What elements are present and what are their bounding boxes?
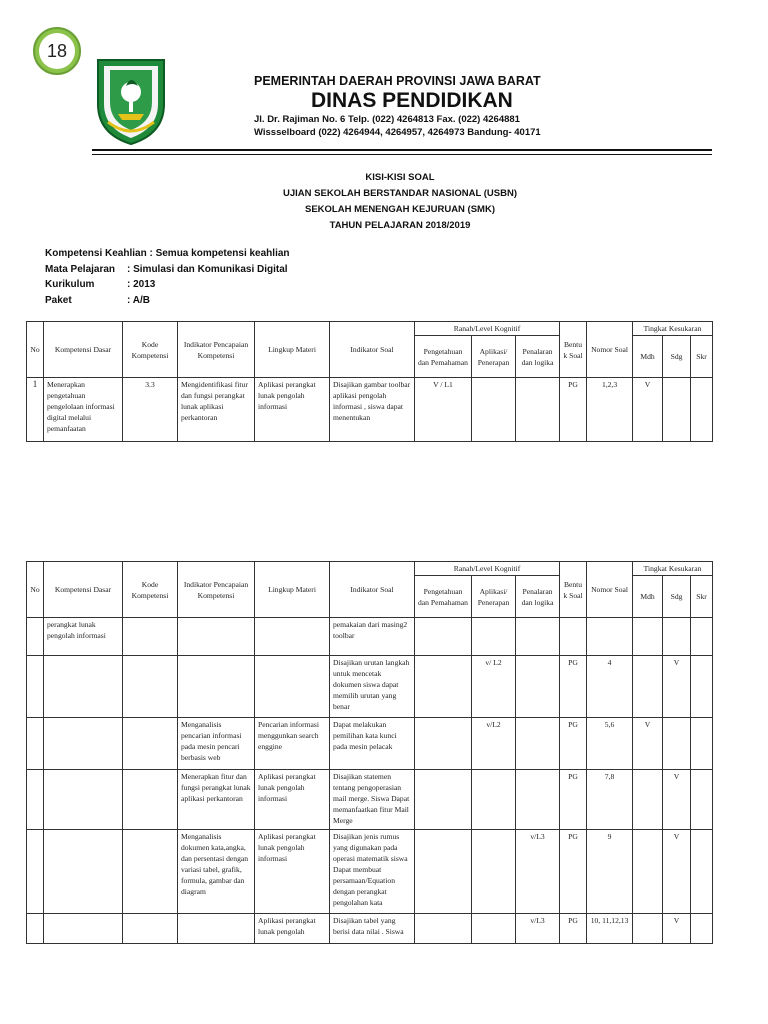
- letterhead: [254, 74, 574, 139]
- cell-indikator-soal: Disajikan statemen tentang pengoperasian mail merge. Siswa Dapat memanfaatkan fitur Mail Merge: [330, 770, 415, 830]
- cell-sdg: V: [663, 656, 691, 718]
- cell-nomor: [587, 618, 633, 656]
- cell-skr: [691, 718, 713, 770]
- col-lingkup: Lingkup Materi: [255, 562, 330, 618]
- title-line: SEKOLAH MENENGAH KEJURUAN (SMK): [304, 204, 495, 215]
- cell-ipk: Menerapkan fitur dan fungsi perangkat lunak aplikasi perkantoran: [178, 770, 255, 830]
- cell-penalaran: v/L3: [516, 830, 560, 914]
- col-kd: Kompetensi Dasar: [44, 562, 123, 618]
- cell-ipk: [178, 656, 255, 718]
- col-pengetahuan: Pengetahuan dan Pemahaman: [415, 576, 472, 618]
- col-skr: Skr: [691, 576, 713, 618]
- cell-bentuk: PG: [560, 770, 587, 830]
- letterhead-address: Jl. Dr. Rajiman No. 6 Telp. (022) 4264813 Fax. (022) 4264881: [254, 114, 520, 125]
- cell-nomor: 7,8: [587, 770, 633, 830]
- table-row: [27, 830, 713, 914]
- col-indikator-soal: Indikator Soal: [330, 562, 415, 618]
- col-aplikasi: Aplikasi/ Penerapan: [472, 336, 516, 378]
- cell-aplikasi: [472, 914, 516, 944]
- cell-kode: 3.3: [123, 378, 178, 442]
- table-row: [27, 770, 713, 830]
- cell-mdh: V: [633, 718, 663, 770]
- table-row: [27, 656, 713, 718]
- cell-aplikasi: [472, 618, 516, 656]
- col-bentuk: Bentuk Soal: [560, 322, 587, 378]
- cell-skr: [691, 618, 713, 656]
- cell-penalaran: [516, 718, 560, 770]
- kisi-kisi-table-continued: [26, 561, 713, 944]
- meta-kompetensi: Kompetensi Keahlian : Semua kompetensi keahlian: [45, 248, 290, 259]
- cell-penalaran: [516, 618, 560, 656]
- cell-no: [27, 718, 44, 770]
- col-ranah: Ranah/Level Kognitif: [415, 562, 560, 576]
- cell-kode: [123, 718, 178, 770]
- col-bentuk: Bentuk Soal: [560, 562, 587, 618]
- cell-kd: [44, 914, 123, 944]
- meta-value: : Simulasi dan Komunikasi Digital: [127, 263, 288, 275]
- cell-lingkup: Aplikasi perangkat lunak pengolah: [255, 914, 330, 944]
- cell-ipk: Menganalisis dokumen kata,angka, dan persentasi dengan variasi tabel, grafik, formula, gambar dan diagram: [178, 830, 255, 914]
- cell-sdg: V: [663, 830, 691, 914]
- cell-kode: [123, 656, 178, 718]
- cell-kd: [44, 770, 123, 830]
- cell-nomor: 9: [587, 830, 633, 914]
- cell-sdg: [663, 618, 691, 656]
- cell-no: [27, 914, 44, 944]
- col-ranah: Ranah/Level Kognitif: [415, 322, 560, 336]
- cell-skr: [691, 914, 713, 944]
- cell-bentuk: PG: [560, 830, 587, 914]
- col-kd: Kompetensi Dasar: [44, 322, 123, 378]
- cell-nomor: 1,2,3: [587, 378, 633, 442]
- cell-lingkup: [255, 618, 330, 656]
- letterhead-rule-thin: [92, 154, 712, 155]
- kisi-kisi-table: [26, 321, 713, 442]
- cell-no: [27, 830, 44, 914]
- letterhead-department: DINAS PENDIDIKAN: [311, 89, 513, 112]
- cell-kode: [123, 770, 178, 830]
- title-line: TAHUN PELAJARAN 2018/2019: [329, 220, 471, 231]
- col-sdg: Sdg: [663, 336, 691, 378]
- letterhead-rule-thick: [92, 149, 712, 151]
- cell-ipk: [178, 618, 255, 656]
- page-number: 18: [46, 40, 68, 61]
- letterhead-government: PEMERINTAH DAERAH PROVINSI JAWA BARAT: [254, 74, 541, 88]
- col-ipk: Indikator Pencapaian Kompetensi: [178, 562, 255, 618]
- cell-lingkup: Aplikasi perangkat lunak pengolah informasi: [255, 770, 330, 830]
- cell-ipk: Menganalisis pencarian informasi pada mesin pencari berbasis web: [178, 718, 255, 770]
- cell-kode: [123, 618, 178, 656]
- cell-skr: [691, 656, 713, 718]
- cell-lingkup: Aplikasi perangkat lunak pengolah informasi: [255, 378, 330, 442]
- cell-penalaran: [516, 770, 560, 830]
- cell-mdh: [633, 914, 663, 944]
- cell-aplikasi: v/L2: [472, 718, 516, 770]
- cell-indikator-soal: Disajikan urutan langkah untuk mencetak dokumen siswa dapat memilih urutan yang benar: [330, 656, 415, 718]
- col-nomor: Nomor Soal: [587, 562, 633, 618]
- col-mdh: Mdh: [633, 336, 663, 378]
- cell-nomor: 4: [587, 656, 633, 718]
- cell-pengetahuan: [415, 830, 472, 914]
- cell-pengetahuan: V / L1: [415, 378, 472, 442]
- cell-mdh: [633, 770, 663, 830]
- col-tingkat: Tingkat Kesukaran: [633, 322, 713, 336]
- cell-bentuk: [560, 618, 587, 656]
- cell-indikator-soal: Disajikan gambar toolbar aplikasi pengolah informasi , siswa dapat menentukan: [330, 378, 415, 442]
- cell-no: 1: [27, 378, 44, 442]
- cell-kode: [123, 914, 178, 944]
- cell-lingkup: Aplikasi perangkat lunak pengolah informasi: [255, 830, 330, 914]
- document-meta: [45, 246, 290, 308]
- cell-bentuk: PG: [560, 914, 587, 944]
- cell-kd: [44, 656, 123, 718]
- cell-skr: [691, 770, 713, 830]
- cell-indikator-soal: Dapat melakukan pemilihan kata kunci pada mesin pelacak: [330, 718, 415, 770]
- letterhead-phone: Wissselboard (022) 4264944, 4264957, 4264973 Bandung- 40171: [254, 127, 541, 138]
- table-row: [27, 378, 713, 442]
- col-pengetahuan: Pengetahuan dan Pemahaman: [415, 336, 472, 378]
- cell-penalaran: [516, 656, 560, 718]
- meta-key: Paket: [45, 294, 72, 306]
- cell-lingkup: Pencarian informasi menggunkan search enggine: [255, 718, 330, 770]
- cell-indikator-soal: pemakaian dari masing2 toolbar: [330, 618, 415, 656]
- cell-nomor: 10, 11,12,13: [587, 914, 633, 944]
- title-line: KISI-KISI SOAL: [365, 172, 435, 183]
- cell-sdg: V: [663, 770, 691, 830]
- col-no: No: [27, 562, 44, 618]
- cell-penalaran: v/L3: [516, 914, 560, 944]
- cell-pengetahuan: [415, 656, 472, 718]
- meta-value: : 2013: [127, 279, 156, 290]
- table-row: [27, 718, 713, 770]
- cell-kode: [123, 830, 178, 914]
- cell-skr: [691, 830, 713, 914]
- cell-nomor: 5,6: [587, 718, 633, 770]
- meta-key: Kurikulum: [45, 279, 95, 290]
- col-nomor: Nomor Soal: [587, 322, 633, 378]
- cell-aplikasi: [472, 830, 516, 914]
- cell-bentuk: PG: [560, 656, 587, 718]
- cell-aplikasi: [472, 770, 516, 830]
- col-kode: Kode Kompetensi: [123, 562, 178, 618]
- cell-mdh: V: [633, 378, 663, 442]
- document-title: [180, 170, 620, 234]
- page-number-badge: [33, 27, 81, 75]
- cell-pengetahuan: [415, 618, 472, 656]
- cell-kd: perangkat lunak pengolah informasi: [44, 618, 123, 656]
- col-penalaran: Penalaran dan logika: [516, 336, 560, 378]
- title-line: UJIAN SEKOLAH BERSTANDAR NASIONAL (USBN): [283, 188, 517, 199]
- cell-bentuk: PG: [560, 378, 587, 442]
- col-mdh: Mdh: [633, 576, 663, 618]
- cell-lingkup: [255, 656, 330, 718]
- cell-kd: [44, 718, 123, 770]
- col-indikator-soal: Indikator Soal: [330, 322, 415, 378]
- cell-pengetahuan: [415, 914, 472, 944]
- cell-indikator-soal: Disajikan jenis rumus yang digunakan pada operasi matematik siswa Dapat membuat persamaan/Equation dengan perangkat pengolahan kata: [330, 830, 415, 914]
- west-java-emblem-logo: [92, 56, 170, 146]
- col-kode: Kode Kompetensi: [123, 322, 178, 378]
- cell-kd: Menerapkan pengetahuan pengelolaan informasi digital melalui pemanfaatan: [44, 378, 123, 442]
- table-row: [27, 914, 713, 944]
- col-sdg: Sdg: [663, 576, 691, 618]
- col-skr: Skr: [691, 336, 713, 378]
- cell-no: [27, 656, 44, 718]
- col-no: No: [27, 322, 44, 378]
- col-tingkat: Tingkat Kesukaran: [633, 562, 713, 576]
- cell-ipk: [178, 914, 255, 944]
- cell-mdh: [633, 830, 663, 914]
- meta-kurikulum: [45, 277, 290, 293]
- table-row: [27, 618, 713, 656]
- cell-pengetahuan: [415, 718, 472, 770]
- cell-ipk: Mengidentifikasi fitur dan fungsi perangkat lunak aplikasi perkantoran: [178, 378, 255, 442]
- col-ipk: Indikator Pencapaian Kompetensi: [178, 322, 255, 378]
- cell-sdg: V: [663, 914, 691, 944]
- meta-value: : A/B: [127, 294, 150, 306]
- cell-bentuk: PG: [560, 718, 587, 770]
- cell-sdg: [663, 378, 691, 442]
- cell-aplikasi: v/ L2: [472, 656, 516, 718]
- meta-key: Mata Pelajaran: [45, 263, 116, 275]
- cell-mdh: [633, 618, 663, 656]
- cell-sdg: [663, 718, 691, 770]
- cell-indikator-soal: Disajikan tabel yang berisi data nilai . Siswa: [330, 914, 415, 944]
- cell-mdh: [633, 656, 663, 718]
- col-aplikasi: Aplikasi/ Penerapan: [472, 576, 516, 618]
- cell-no: [27, 618, 44, 656]
- col-penalaran: Penalaran dan logika: [516, 576, 560, 618]
- cell-kd: [44, 830, 123, 914]
- cell-pengetahuan: [415, 770, 472, 830]
- cell-penalaran: [516, 378, 560, 442]
- col-lingkup: Lingkup Materi: [255, 322, 330, 378]
- meta-mapel: [45, 262, 290, 278]
- meta-paket: [45, 293, 290, 309]
- cell-skr: [691, 378, 713, 442]
- cell-aplikasi: [472, 378, 516, 442]
- cell-no: [27, 770, 44, 830]
